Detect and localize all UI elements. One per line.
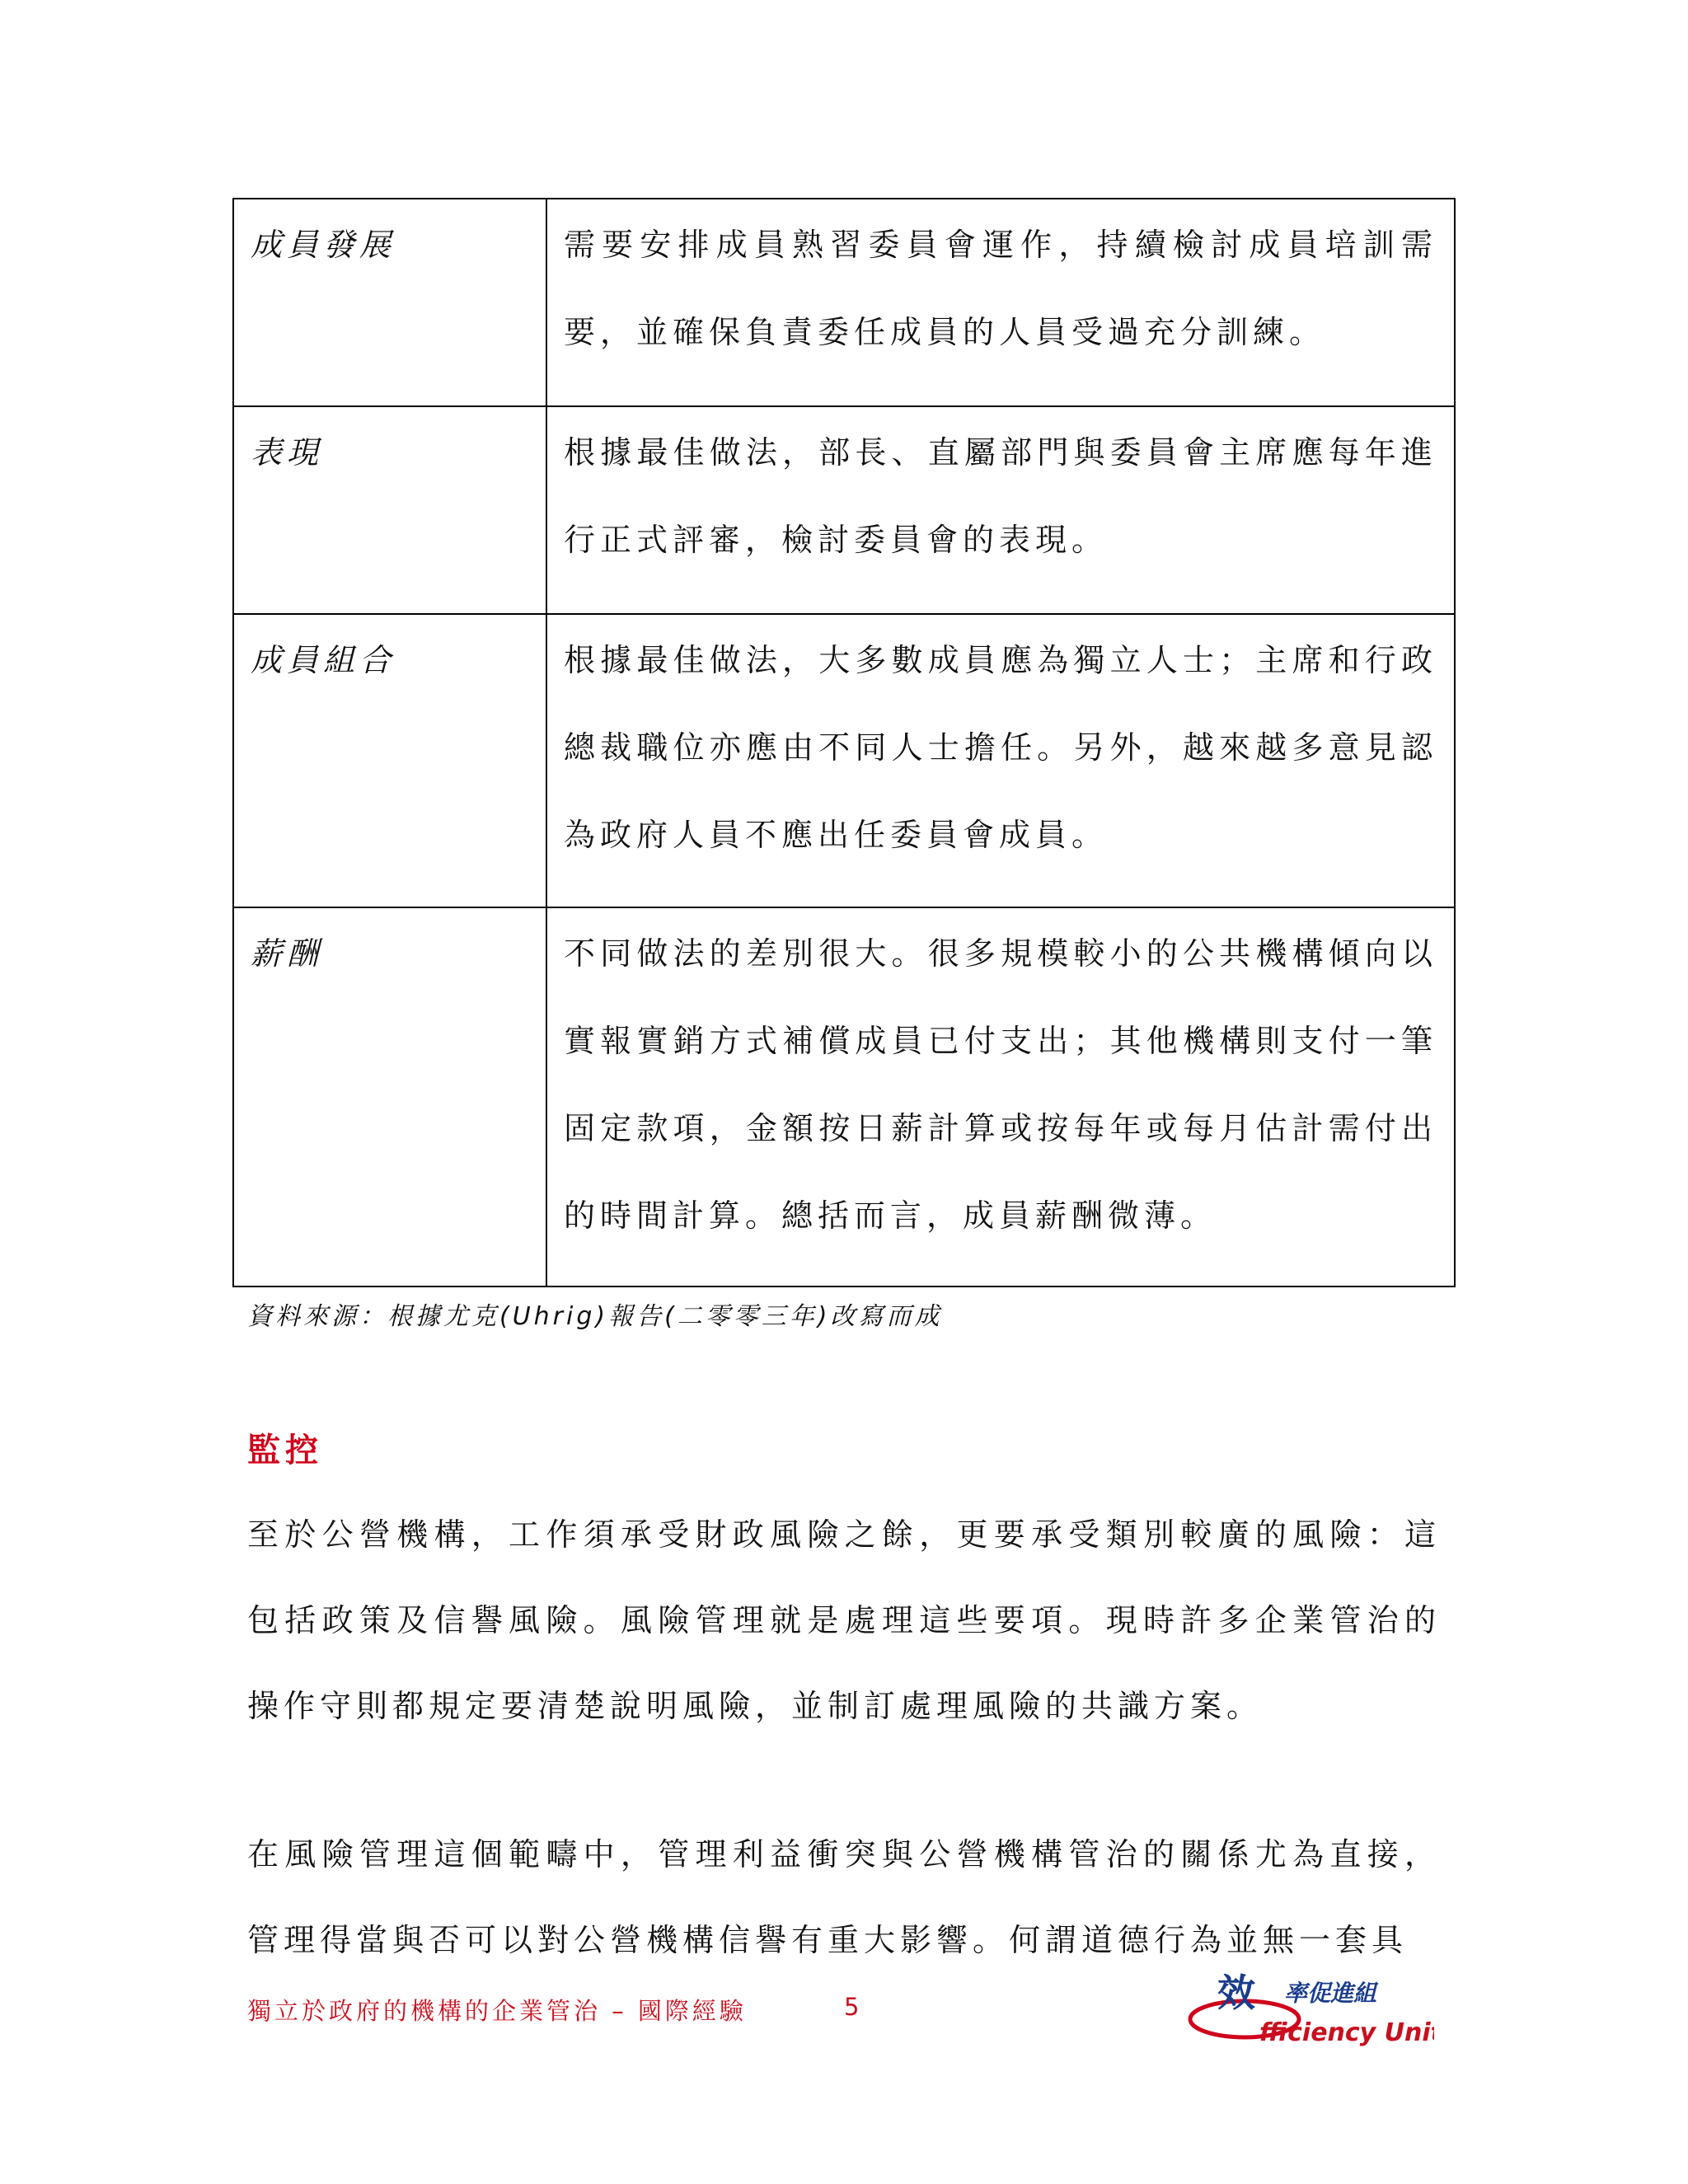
logo-chinese-text: 率促進組 — [1284, 1980, 1377, 2007]
table-source-note: 資料來源：根據尤克(Uhrig)報告(二零零三年)改寫而成 — [247, 1302, 943, 1331]
efficiency-unit-logo — [1187, 1971, 1434, 2054]
table-cell-topic: 成員發展 — [233, 199, 546, 406]
section-heading: 監控 — [247, 1432, 323, 1469]
table-row — [233, 406, 1455, 614]
table-cell-description: 根據最佳做法，部長、直屬部門與委員會主席應每年進行正式評審，檢討委員會的表現。 — [546, 406, 1455, 614]
table-cell-description: 根據最佳做法，大多數成員應為獨立人士；主席和行政總裁職位亦應由不同人士擔任。另外，越來越多意見認為政府人員不應出任委員會成員。 — [546, 614, 1455, 907]
governance-table — [232, 198, 1456, 1287]
footer-document-title: 獨立於政府的機構的企業管治 – 國際經驗 — [247, 1997, 747, 2025]
table-cell-topic: 表現 — [233, 406, 546, 614]
table-cell-topic: 薪酬 — [233, 907, 546, 1286]
table-cell-description: 需要安排成員熟習委員會運作，持續檢討成員培訓需要，並確保負責委任成員的人員受過充分訓練。 — [546, 199, 1455, 406]
governance-table-container — [232, 198, 1456, 1287]
logo-emblem-glyph: 效 — [1217, 1971, 1255, 2015]
table-row — [233, 614, 1455, 907]
efficiency-unit-logo-graphic — [1187, 1971, 1434, 2054]
table-row — [233, 199, 1455, 406]
table-cell-topic: 成員組合 — [233, 614, 546, 907]
body-paragraph: 在風險管理這個範疇中，管理利益衝突與公營機構管治的關係尤為直接，管理得當與否可以對公營機構信譽有重大影響。何謂道德行為並無一套具 — [247, 1836, 1441, 1958]
table-row — [233, 907, 1455, 1286]
table-cell-description: 不同做法的差別很大。很多規模較小的公共機構傾向以實報實銷方式補償成員已付支出；其他機構則支付一筆固定款項，金額按日薪計算或按每年或每月估計需付出的時間計算。總括而言，成員薪酬微薄。 — [546, 907, 1455, 1286]
footer-page-number: 5 — [844, 1993, 860, 2021]
logo-english-text: fficiency Unit — [1259, 2018, 1434, 2047]
body-paragraph: 至於公營機構，工作須承受財政風險之餘，更要承受類別較廣的風險：這包括政策及信譽風險。風險管理就是處理這些要項。現時許多企業管治的操作守則都規定要清楚說明風險，並制訂處理風險的共識方案。 — [247, 1516, 1441, 1724]
